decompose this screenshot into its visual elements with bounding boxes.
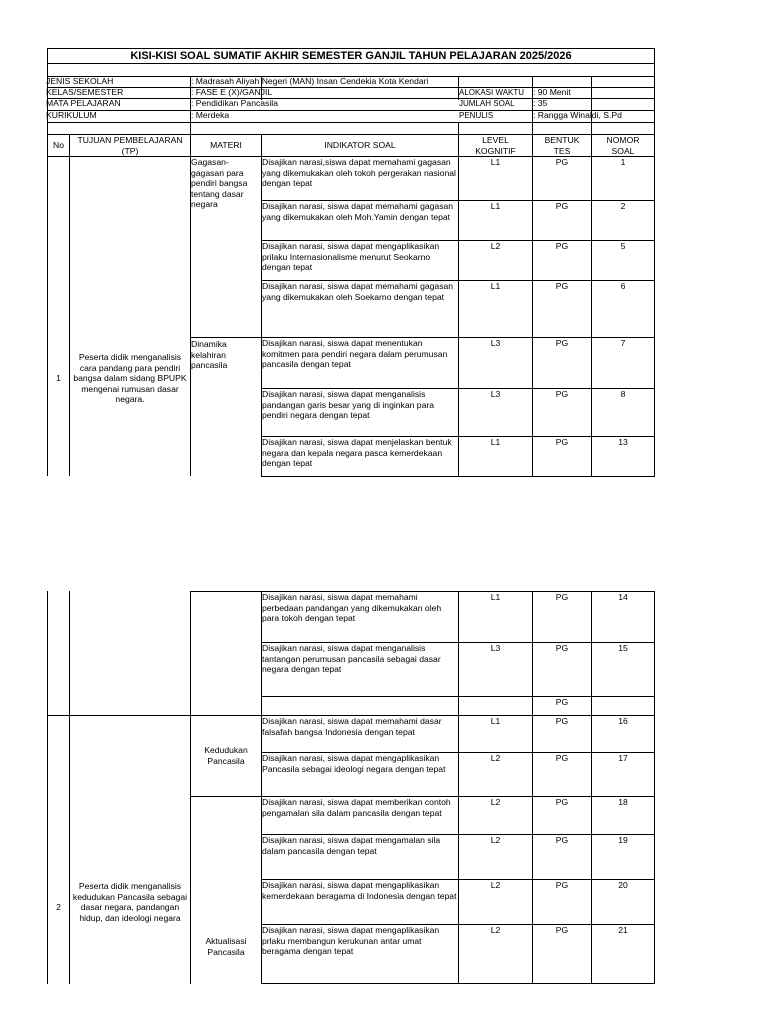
bentuk-soal-15: PG [555, 643, 569, 653]
nomor-soal-19: 19 [618, 835, 628, 845]
indikator-soal-13: Disajikan narasi, siswa dapat menjelaskan bentuk negara dan kepala negara pasca kemerdekaan dengan tepat [262, 437, 452, 468]
bentuk-soal-21: PG [555, 925, 569, 935]
bentuk-soal-19: PG [555, 835, 569, 845]
indikator-soal-7: Disajikan narasi, siswa dapat menentukan komitmen para pendiri negara dalam perumusan pancasila dengan tepat [262, 338, 448, 369]
bentuk-soal-6: PG [555, 281, 569, 291]
header-bentuk-tes: BENTUK TES [544, 135, 580, 156]
level-soal-8: L3 [490, 389, 501, 399]
label-penulis: PENULIS [459, 111, 494, 120]
label-kelas-semester: KELAS/SEMESTER [46, 87, 124, 97]
section-1-materi-dinamika: Dinamika kelahiran pancasila [191, 339, 228, 370]
header-indikator-soal: INDIKATOR SOAL [324, 140, 396, 151]
indikator-soal-16: Disajikan narasi, siswa dapat memahami dasar falsafah bangsa Indonesia dengan tepat [262, 716, 442, 737]
nomor-soal-14: 14 [618, 592, 628, 602]
level-soal-19: L2 [490, 835, 501, 845]
nomor-soal-5: 5 [620, 241, 626, 251]
label-kurikulum: KURIKULUM [46, 110, 97, 120]
value-jumlah-soal: : 35 [533, 98, 548, 108]
indikator-soal-8: Disajikan narasi, siswa dapat menganalisis pandangan garis besar yang di inginkan para pendiri negara dengan tepat [262, 389, 435, 420]
section-2-number: 2 [56, 902, 61, 912]
value-alokasi-waktu: : 90 Menit [533, 87, 571, 97]
indikator-soal-6: Disajikan narasi, siswa dapat memahami gagasan yang dikemukakan oleh Soekarno dengan tepat [262, 281, 454, 302]
level-soal-21: L2 [490, 925, 501, 935]
bentuk-empty-row: PG [555, 697, 569, 707]
level-soal-15: L3 [490, 643, 501, 653]
nomor-soal-16: 16 [618, 716, 628, 726]
nomor-soal-1: 1 [620, 157, 626, 167]
nomor-soal-20: 20 [618, 880, 628, 890]
label-jenis-sekolah: JENIS SEKOLAH [46, 76, 114, 86]
header-nomor-soal: NOMOR SOAL [606, 135, 640, 156]
bentuk-soal-17: PG [555, 753, 569, 763]
level-soal-14: L1 [490, 592, 501, 602]
value-penulis: : Rangga Winaldi, S.Pd [533, 110, 622, 120]
nomor-soal-21: 21 [618, 925, 628, 935]
value-jenis-sekolah: : Madrasah Aliyah Negeri (MAN) Insan Cendekia Kota Kendari [191, 76, 429, 86]
indikator-soal-18: Disajikan narasi, siswa dapat memberikan contoh pengamalan sila dalam pancasila dengan tepat [262, 797, 451, 818]
nomor-soal-18: 18 [618, 797, 628, 807]
label-alokasi-waktu: ALOKASI WAKTU [459, 88, 525, 97]
indikator-soal-20: Disajikan narasi, siswa dapat mengaplikasikan kemerdekaan beragama di Indonesia dengan tepat [262, 880, 457, 901]
bentuk-soal-2: PG [555, 201, 569, 211]
bentuk-soal-1: PG [555, 157, 569, 167]
level-soal-13: L1 [490, 437, 501, 447]
bentuk-soal-7: PG [555, 338, 569, 348]
section-1-materi-gagasan: Gagasan-gagasan para pendiri bangsa tentang dasar negara [191, 157, 248, 209]
bentuk-soal-14: PG [555, 592, 569, 602]
header-level-kognitif: LEVEL KOGNITIF [475, 135, 516, 156]
level-soal-7: L3 [490, 338, 501, 348]
bentuk-soal-13: PG [555, 437, 569, 447]
section-1-tujuan-pembelajaran: Peserta didik menganalisis cara pandang para pendiri bangsa dalam sidang BPUPK mengenai rumusan dasar negara. [73, 352, 187, 404]
value-kelas-semester: : FASE E (X)/GANJIL [191, 87, 273, 97]
indikator-soal-17: Disajikan narasi, siswa dapat mengaplikasikan Pancasila sebagai ideologi negara dengan tepat [262, 753, 446, 774]
section-2-materi-aktualisasi: Aktualisasi Pancasila [205, 936, 247, 957]
value-kurikulum: : Merdeka [191, 110, 230, 120]
nomor-soal-13: 13 [618, 437, 628, 447]
section-2-materi-kedudukan: Kedudukan Pancasila [204, 745, 248, 766]
level-soal-5: L2 [490, 241, 501, 251]
section-1-number: 1 [56, 373, 61, 383]
level-soal-6: L1 [490, 281, 501, 291]
nomor-soal-8: 8 [620, 389, 626, 399]
nomor-soal-6: 6 [620, 281, 626, 291]
nomor-soal-15: 15 [618, 643, 628, 653]
level-soal-16: L1 [490, 716, 501, 726]
nomor-soal-2: 2 [620, 201, 626, 211]
indikator-soal-19: Disajikan narasi, siswa dapat mengamalan sila dalam pancasila dengan tepat [262, 835, 441, 856]
document-title: KISI-KISI SOAL SUMATIF AKHIR SEMESTER GANJIL TAHUN PELAJARAN 2025/2026 [130, 50, 572, 62]
bentuk-soal-18: PG [555, 797, 569, 807]
level-soal-20: L2 [490, 880, 501, 890]
label-mata-pelajaran: MATA PELAJARAN [46, 98, 121, 108]
indikator-soal-2: Disajikan narasi, siswa dapat memahami gagasan yang dikemukakan oleh Moh.Yamin dengan tepat [262, 201, 454, 222]
section-2-tujuan-pembelajaran: Peserta didik menganalisis kedudukan Pancasila sebagai dasar negara, pandangan hidup, dan ideologi negara [72, 881, 188, 923]
indikator-soal-14: Disajikan narasi, siswa dapat memahami perbedaan pandangan yang dikemukakan oleh para tokoh dengan tepat [262, 592, 442, 623]
bentuk-soal-5: PG [555, 241, 569, 251]
nomor-soal-7: 7 [620, 338, 626, 348]
label-jumlah-soal: JUMLAH SOAL [459, 99, 515, 108]
level-soal-17: L2 [490, 753, 501, 763]
indikator-soal-15: Disajikan narasi, siswa dapat menganalisis tantangan perumusan pancasila sebagai dasar negara dengan tepat [262, 643, 441, 674]
level-soal-1: L1 [490, 157, 501, 167]
bentuk-soal-20: PG [555, 880, 569, 890]
header-no: No [53, 140, 64, 151]
indikator-soal-21: Disajikan narasi, siswa dapat mengaplikasikan prlaku membangun kerukunan antar umat beragama dengan tepat [262, 925, 440, 956]
bentuk-soal-8: PG [555, 389, 569, 399]
indikator-soal-1: Disajikan narasi,siswa dapat memahami gagasan yang dikemukakan oleh tokoh pergerakan nasional dengan tepat [262, 157, 456, 188]
header-tujuan-pembelajaran: TUJUAN PEMBELAJARAN (TP) [77, 135, 183, 156]
value-mata-pelajaran: : Pendidikan Pancasila [191, 98, 278, 108]
indikator-soal-5: Disajikan narasi, siswa dapat mengaplikasikan prilaku Internasionalisme menurut Seokarno dengan tepat [262, 241, 440, 272]
header-materi: MATERI [210, 140, 242, 151]
bentuk-soal-16: PG [555, 716, 569, 726]
level-soal-18: L2 [490, 797, 501, 807]
level-soal-2: L1 [490, 201, 501, 211]
nomor-soal-17: 17 [618, 753, 628, 763]
